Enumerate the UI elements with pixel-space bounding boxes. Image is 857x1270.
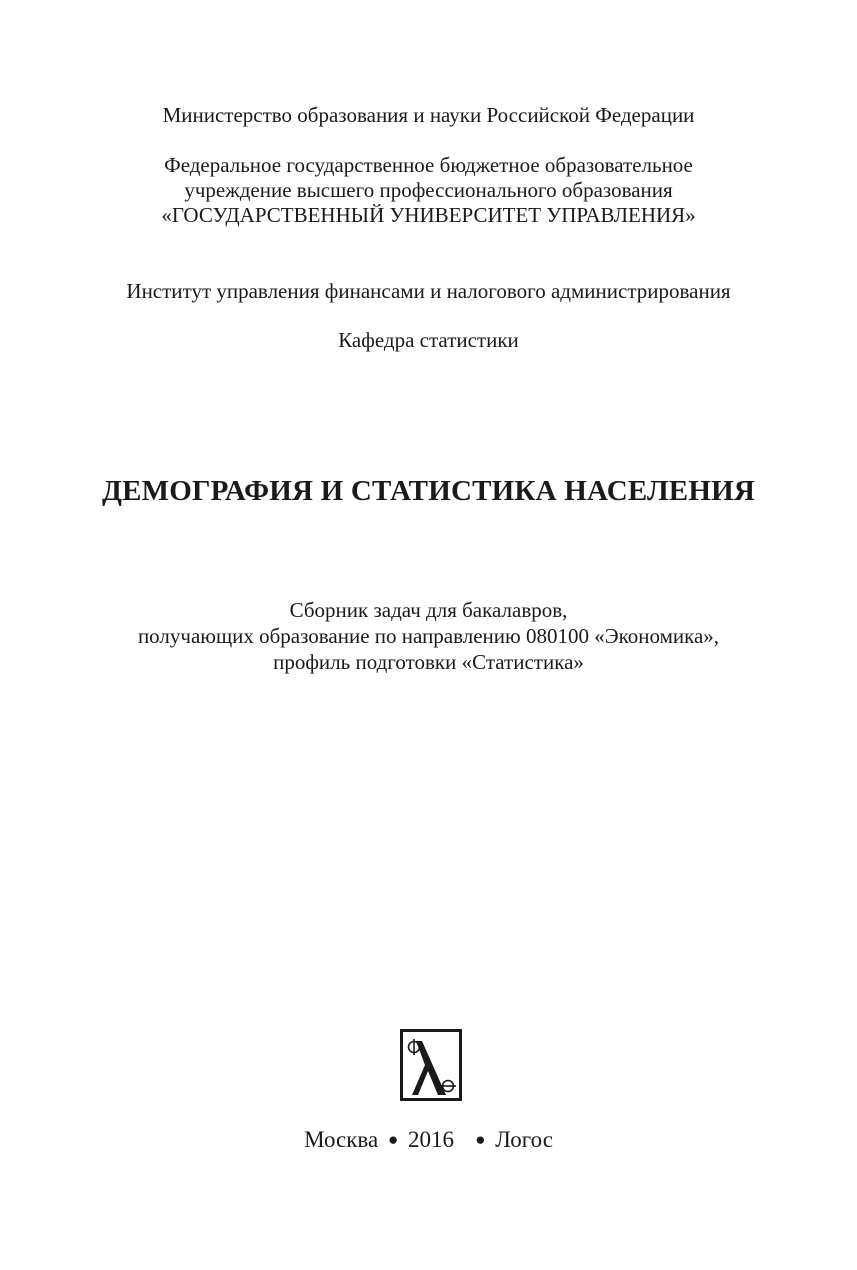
- institution-line-3: «ГОСУДАРСТВЕННЫЙ УНИВЕРСИТЕТ УПРАВЛЕНИЯ»: [161, 203, 696, 227]
- logos-lambda-icon: [400, 1029, 462, 1101]
- subtitle-line-3: профиль подготовки «Статистика»: [273, 650, 584, 674]
- institution-line-2: учреждение высшего профессионального образования: [184, 178, 673, 202]
- publisher-name: Логос: [495, 1127, 553, 1152]
- publication-year: 2016: [407, 1127, 454, 1152]
- ministry-line: Министерство образования и науки Российской Федерации: [162, 103, 695, 127]
- imprint-separator: ●: [475, 1130, 486, 1149]
- subtitle-line-2: получающих образование по направлению 080100 «Экономика»,: [137, 624, 720, 648]
- publisher-city: Москва: [304, 1127, 379, 1152]
- book-title: ДЕМОГРАФИЯ И СТАТИСТИКА НАСЕЛЕНИЯ: [101, 475, 756, 507]
- department-line: Кафедра статистики: [338, 328, 519, 352]
- institution-line-1: Федеральное государственное бюджетное образовательное: [164, 153, 693, 177]
- imprint-separator: ●: [387, 1130, 399, 1149]
- subtitle-line-1: Сборник задач для бакалавров,: [289, 598, 568, 622]
- publisher-imprint: [0, 1126, 857, 1156]
- institute-line: Институт управления финансами и налогового администрирования: [126, 279, 731, 303]
